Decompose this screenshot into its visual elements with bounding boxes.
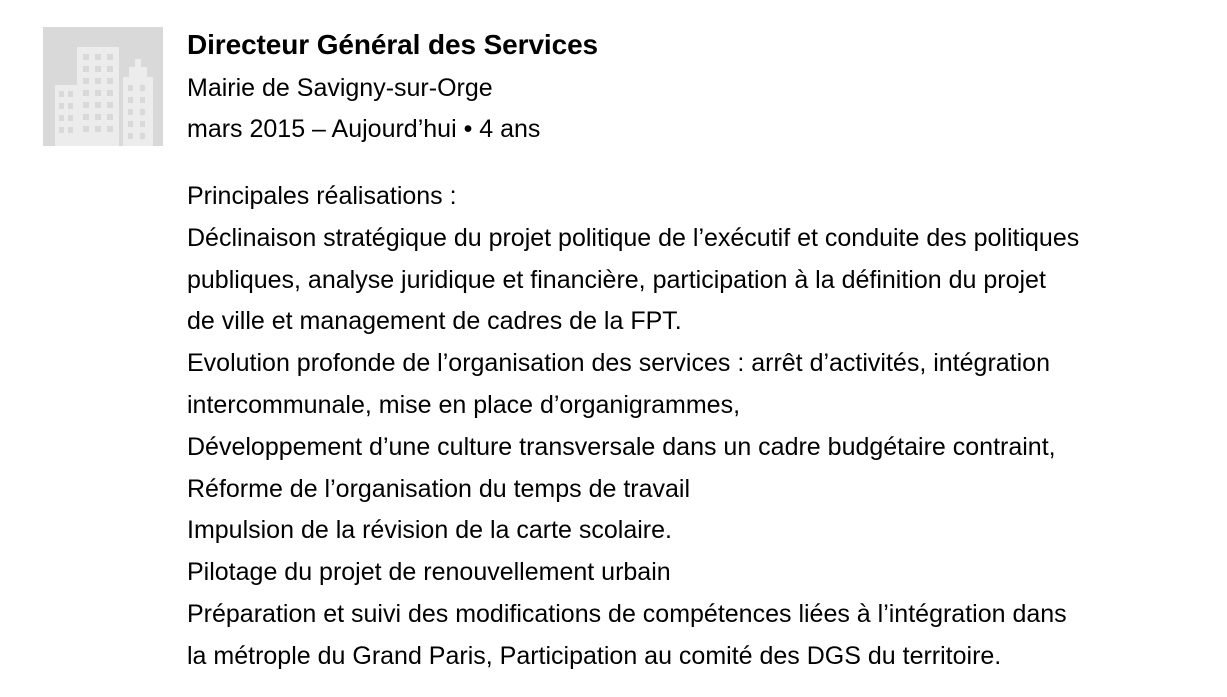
description-line: de ville et management de cadres de la FPT.: [187, 307, 682, 336]
description-line: Déclinaison stratégique du projet politique de l’exécutif et conduite des politiques: [187, 223, 1080, 252]
company-name[interactable]: Mairie de Savigny-sur-Orge: [187, 74, 493, 102]
description-line: Principales réalisations :: [187, 182, 457, 210]
position-title[interactable]: Directeur Général des Services: [187, 29, 599, 60]
description-line: Réforme de l’organisation du temps de travail: [187, 474, 691, 503]
description-line: Pilotage du projet de renouvellement urbain: [187, 558, 671, 587]
description-line: Préparation et suivi des modifications de compétences liées à l’intégration dans: [187, 599, 1067, 628]
description-line: la métrople du Grand Paris, Participation au comité des DGS du territoire.: [187, 641, 1002, 670]
description-line: publiques, analyse juridique et financière, participation à la définition du projet: [187, 265, 1046, 294]
experience-details: [187, 27, 1217, 678]
description-line: Evolution profonde de l’organisation des services : arrêt d’activités, intégration: [187, 349, 1050, 378]
description-line: intercommunale, mise en place d’organigrammes,: [187, 390, 741, 419]
description-line: Impulsion de la révision de la carte scolaire.: [187, 516, 672, 545]
position-description: [187, 176, 1217, 678]
company-building-icon[interactable]: [43, 27, 163, 146]
description-line: Développement d’une culture transversale dans un cadre budgétaire contraint,: [187, 432, 1056, 461]
date-range: mars 2015 – Aujourd’hui • 4 ans: [187, 115, 541, 143]
